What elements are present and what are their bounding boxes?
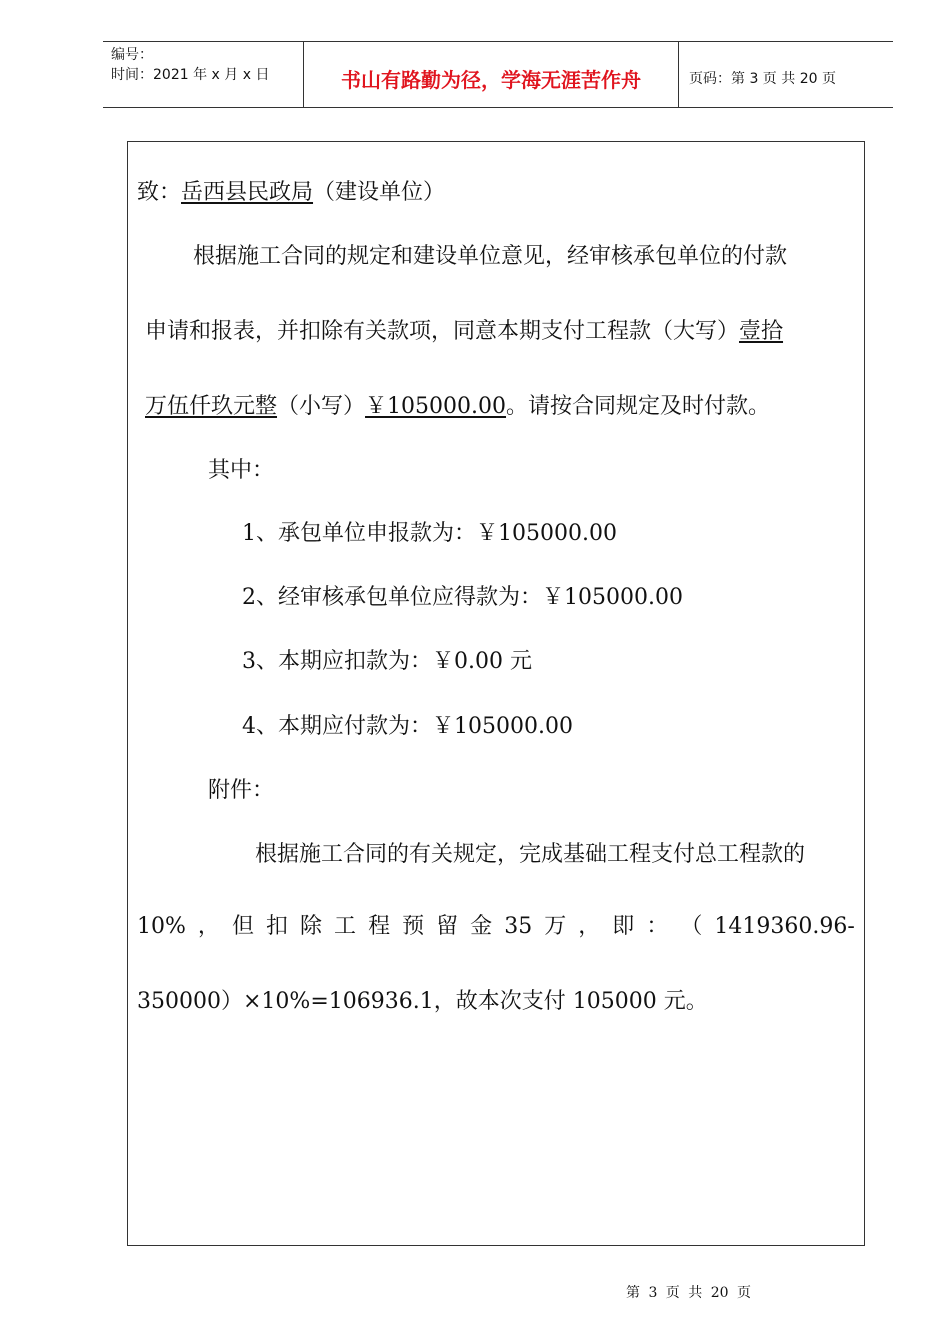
attachment-label: 附件： [208,778,275,803]
att-token: 10% [137,914,186,939]
page-header [103,41,893,108]
att-token: ， [578,914,601,939]
att-token: （ [680,914,703,939]
att-token: 万 [544,914,567,939]
att-token: 35 [504,914,533,939]
att-token: 金 [470,914,493,939]
item-2: 2、经审核承包单位应得款为：￥105000.00 [242,585,683,610]
para1-line2-text: 申请和报表，并扣除有关款项，同意本期支付工程款（大写） [145,319,740,344]
addressee-prefix: 致： [137,180,182,205]
att-token: 预 [402,914,425,939]
addressee-line [137,182,445,204]
att-token: 1419360.96- [714,914,855,939]
att-token: ： [646,914,669,939]
para1-line1: 根据施工合同的规定和建设单位意见，经审核承包单位的付款 [193,244,788,269]
item-4: 4、本期应付款为：￥105000.00 [242,714,573,739]
attachment-line3: 350000）×10%=106936.1，故本次支付 105000 元。 [137,989,708,1014]
att-token: 工 [334,914,357,939]
att-token: 留 [436,914,459,939]
para1-line3 [145,396,770,418]
page-footer: 第 3 页 共 20 页 [626,1285,751,1301]
att-token: 即 [612,914,635,939]
att-token: 但 [231,914,254,939]
amount-small: ￥105000.00 [365,394,507,419]
att-token: ， [197,914,220,939]
addressee-suffix: （建设单位） [313,180,446,205]
att-token: 除 [300,914,323,939]
small-write-label: （小写） [277,394,366,419]
para1-line2 [145,321,783,343]
header-motto-cell [304,42,679,107]
among-label: 其中： [208,458,275,483]
number-label: 编号： [111,47,153,63]
amount-capital-part1: 壹拾 [739,319,784,344]
content-box [127,141,865,1246]
time-label: 时间：2021 年 x 月 x 日 [111,67,270,83]
attachment-line1: 根据施工合同的有关规定，完成基础工程支付总工程款的 [255,842,806,867]
item-3: 3、本期应扣款为：￥0.00 元 [242,649,532,674]
item-1: 1、承包单位申报款为：￥105000.00 [242,521,617,546]
header-page-cell [679,42,893,107]
amount-capital-part2: 万伍仟玖元整 [145,394,278,419]
att-token: 扣 [265,914,288,939]
header-left-cell [103,42,304,107]
addressee-unit: 岳西县民政局 [181,180,314,205]
att-token: 程 [368,914,391,939]
motto: 书山有路勤为径，学海无涯苦作舟 [341,68,641,92]
attachment-line2 [137,916,855,938]
page-info: 页码：第 3 页 共 20 页 [689,71,836,87]
para1-line3-tail: 。请按合同规定及时付款。 [506,394,771,419]
